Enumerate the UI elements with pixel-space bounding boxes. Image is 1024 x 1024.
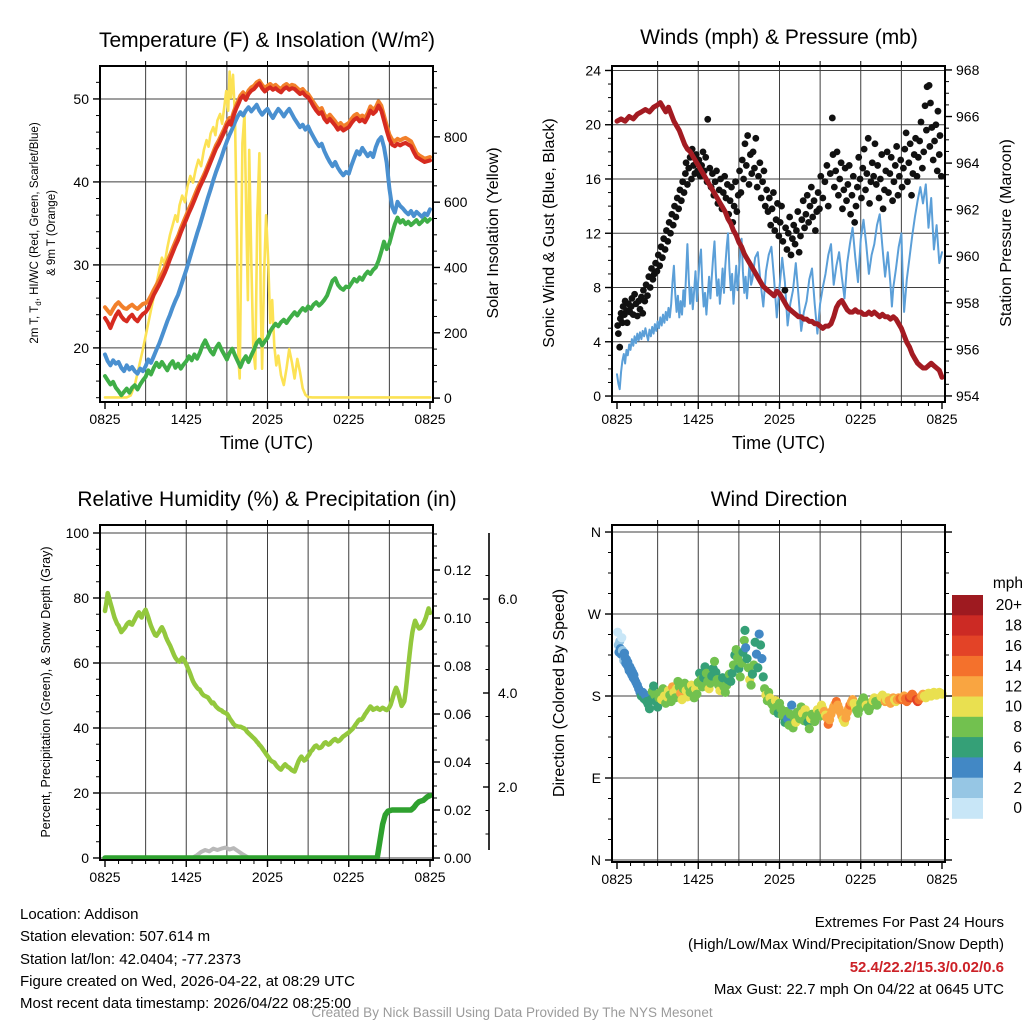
colorbar-label: 4 — [1013, 759, 1022, 777]
temp-xaxis-label: Time (UTC) — [219, 433, 314, 453]
x-tick-label: 2025 — [251, 411, 284, 427]
wind-axis-label: Sonic Wind & Gust (Blue, Black) — [541, 118, 558, 348]
x-tick-label: 0825 — [601, 411, 633, 427]
snow-tick-label: 4.0 — [498, 685, 518, 701]
rh-chart-title: Relative Humidity (%) & Precipitation (in) — [77, 488, 457, 511]
chart-wind_direction — [588, 520, 1023, 887]
colorbar-swatch — [952, 595, 983, 616]
x-tick-label: 0825 — [926, 871, 958, 887]
y-right-tick-label: 956 — [956, 341, 980, 358]
x-tick-label: 1425 — [170, 411, 202, 427]
y-right-tick-label: 958 — [956, 294, 980, 311]
x-tick-label: 0825 — [89, 869, 121, 885]
x-tick-label: 0825 — [89, 411, 121, 427]
y-right-tick-label: 0.08 — [444, 658, 472, 675]
colorbar-label: 6 — [1013, 739, 1022, 757]
extremes-subtitle: (High/Low/Max Wind/Precipitation/Snow Depth) — [688, 936, 1004, 954]
y-left-tick-label: 80 — [73, 589, 89, 606]
snow-tick-label: 6.0 — [498, 591, 518, 607]
x-tick-label: 2025 — [251, 869, 284, 885]
y-left-tick-label: 0 — [81, 849, 89, 866]
colorbar-label: 2 — [1013, 779, 1022, 797]
y-right-tick-label: 966 — [956, 108, 980, 125]
y-right-tick-label: 968 — [956, 61, 980, 78]
axis-ticks-rh_precip — [66, 520, 472, 885]
y-left-tick-label: 20 — [73, 784, 89, 801]
temp-left-axis-label-sub: d — [34, 301, 44, 306]
attribution: Created By Nick Bassill Using Data Provided By The NYS Mesonet — [311, 1005, 713, 1020]
x-tick-label: 0825 — [414, 869, 446, 885]
snow-tick-label: 2.0 — [498, 779, 518, 795]
chart-temp_insolation — [73, 61, 467, 427]
insolation-axis-label: Solar Insolation (Yellow) — [485, 147, 502, 319]
y-right-tick-label: 600 — [444, 194, 468, 211]
y-left-tick-label: S — [591, 688, 601, 705]
x-tick-label: 0225 — [333, 869, 365, 885]
temp-left-axis-label — [29, 122, 59, 343]
y-left-tick-label: N — [590, 851, 601, 868]
y-left-tick-label: 0 — [593, 388, 601, 405]
speed-colorbar — [952, 575, 1023, 819]
y-right-tick-label: 0.06 — [444, 706, 472, 723]
y-left-tick-label: N — [590, 524, 601, 541]
colorbar-label: 14 — [1004, 658, 1022, 676]
chart-winds_pressure — [585, 61, 979, 427]
station-latlon: Station lat/lon: 42.0404; -77.2373 — [20, 950, 242, 968]
x-tick-label: 0825 — [414, 411, 446, 427]
x-tick-label: 1425 — [682, 871, 714, 887]
data-timestamp: Most recent data timestamp: 2026/04/22 08:25:00 — [20, 995, 352, 1013]
y-right-tick-label: 400 — [444, 259, 468, 276]
y-right-tick-label: 200 — [444, 324, 468, 341]
y-right-tick-label: 0.10 — [444, 610, 472, 627]
y-left-tick-label: 30 — [73, 256, 89, 273]
colorbar-label: 8 — [1013, 718, 1022, 736]
y-left-tick-label: 8 — [593, 279, 601, 296]
y-left-tick-label: 60 — [73, 654, 89, 671]
y-right-tick-label: 0.02 — [444, 802, 472, 819]
extremes-title: Extremes For Past 24 Hours — [814, 914, 1004, 931]
y-left-tick-label: 40 — [73, 719, 89, 736]
y-left-tick-label: 12 — [585, 225, 601, 242]
temp-chart-title: Temperature (F) & Insolation (W/m²) — [98, 29, 436, 52]
y-left-tick-label: 16 — [585, 170, 601, 187]
y-left-tick-label: E — [591, 770, 601, 787]
y-right-tick-label: 0 — [444, 390, 452, 407]
y-left-tick-label: 100 — [65, 524, 89, 541]
y-left-tick-label: 4 — [593, 333, 601, 350]
y-right-tick-label: 0.12 — [444, 562, 472, 579]
plot-frame — [100, 525, 433, 860]
x-tick-label: 2025 — [763, 411, 796, 427]
colorbar-swatch — [952, 757, 983, 778]
colorbar-label: 12 — [1004, 678, 1022, 696]
colorbar-label: 20+ — [995, 597, 1022, 615]
colorbar-swatch — [952, 717, 983, 738]
colorbar-swatch — [952, 656, 983, 677]
x-tick-label: 1425 — [682, 411, 714, 427]
winds-chart-title: Winds (mph) & Pressure (mb) — [640, 26, 918, 49]
y-right-tick-label: 964 — [956, 155, 980, 172]
colorbar-swatch — [952, 636, 983, 657]
extremes-values: 52.4/22.2/15.3/0.02/0.6 — [849, 958, 1004, 976]
y-right-tick-label: 954 — [956, 387, 980, 404]
y-right-tick-label: 962 — [956, 201, 980, 218]
x-tick-label: 0825 — [926, 411, 958, 427]
y-right-tick-label: 0.00 — [444, 850, 472, 867]
max-gust: Max Gust: 22.7 mph On 04/22 at 0645 UTC — [713, 980, 1004, 998]
y-left-tick-label: W — [587, 606, 601, 623]
pressure-axis-label: Station Pressure (Maroon) — [998, 139, 1015, 327]
winds-xaxis-label: Time (UTC) — [731, 433, 826, 453]
colorbar-swatch — [952, 697, 983, 718]
x-tick-label: 0225 — [333, 411, 365, 427]
temp-left-axis-label-line1b: , HI/WC (Red, Green, Scarlet/Blue) — [28, 122, 41, 302]
direction-axis-label: Direction (Colored By Speed) — [551, 588, 568, 798]
extremes-block — [688, 912, 1004, 1001]
station-info — [20, 904, 355, 1015]
temp-left-axis-label-line1: 2m T, T — [28, 305, 41, 344]
colorbar-title: mph — [992, 575, 1023, 592]
colorbar-label: 0 — [1013, 800, 1022, 818]
colorbar-label: 10 — [1004, 698, 1022, 716]
y-right-tick-label: 800 — [444, 128, 468, 145]
x-tick-label: 2025 — [763, 871, 796, 887]
colorbar-swatch — [952, 778, 983, 799]
colorbar-swatch — [952, 798, 983, 819]
y-right-tick-label: 0.04 — [444, 754, 472, 771]
y-left-tick-label: 20 — [73, 339, 89, 356]
colorbar-label: 16 — [1004, 637, 1022, 655]
station-location: Location: Addison — [20, 906, 139, 923]
rh-left-axis-label: Percent, Precipitation (Green), & Snow Depth (Gray) — [39, 546, 53, 838]
y-left-tick-label: 50 — [73, 90, 89, 107]
station-elevation: Station elevation: 507.614 m — [20, 928, 211, 946]
x-tick-label: 1425 — [170, 869, 202, 885]
y-right-tick-label: 960 — [956, 248, 980, 265]
x-tick-label: 0225 — [845, 411, 877, 427]
x-tick-label: 0825 — [601, 871, 633, 887]
temp-left-axis-label-line2: & 9m T (Orange) — [45, 190, 58, 276]
chart-rh_precip — [66, 520, 518, 885]
colorbar-swatch — [952, 676, 983, 697]
colorbar-swatch — [952, 615, 983, 636]
colorbar-label: 18 — [1004, 617, 1022, 635]
colorbar-swatch — [952, 737, 983, 758]
winddir-chart-title: Wind Direction — [710, 488, 848, 511]
y-left-tick-label: 20 — [585, 116, 601, 133]
y-left-tick-label: 24 — [585, 62, 601, 79]
figure-created: Figure created on Wed, 2026-04-22, at 08:29 UTC — [20, 972, 355, 990]
y-left-tick-label: 40 — [73, 173, 89, 190]
snow-depth-axis — [483, 533, 518, 850]
x-tick-label: 0225 — [845, 871, 877, 887]
